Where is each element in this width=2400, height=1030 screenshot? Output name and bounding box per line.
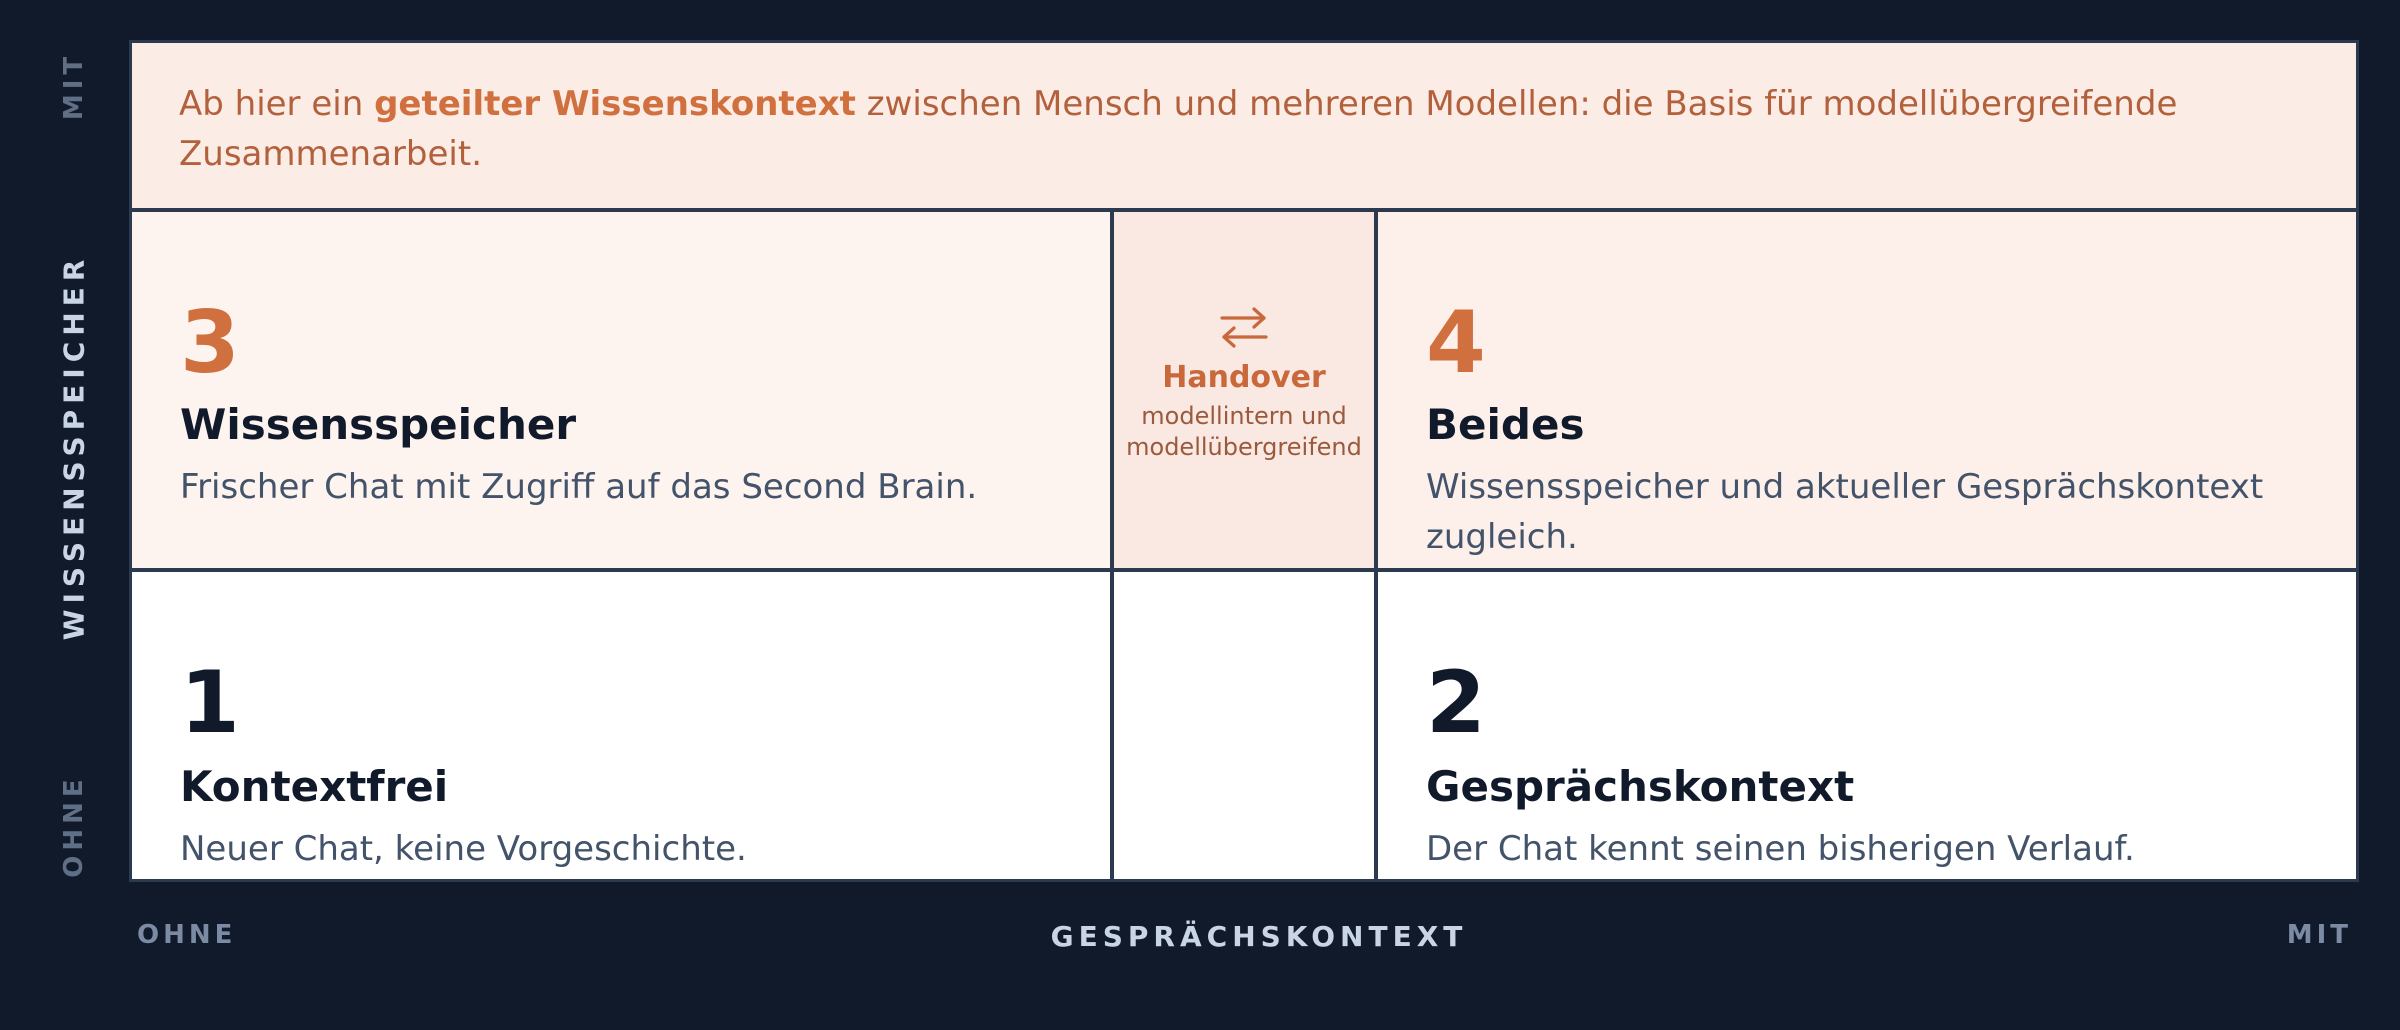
handover-subtitle-1: modellintern und bbox=[1141, 402, 1347, 430]
y-axis-bottom-label: OHNE bbox=[59, 774, 89, 878]
banner-highlight: geteilter Wissenskontext bbox=[374, 84, 856, 124]
quadrant-title: Gesprächskontext bbox=[1426, 762, 1855, 811]
quadrant-title: Wissensspeicher bbox=[180, 400, 577, 449]
y-axis-title: WISSENSSPEICHER bbox=[57, 253, 91, 641]
handover-subtitle-2: modellübergreifend bbox=[1126, 433, 1362, 461]
quadrant-3 bbox=[132, 212, 1110, 568]
quadrant-2 bbox=[1378, 572, 2356, 879]
swap-arrows-icon bbox=[1216, 304, 1272, 350]
quadrant-title: Beides bbox=[1426, 400, 1585, 449]
banner-suffix: zwischen Mensch und mehreren Modellen: die Basis für modellübergreifende Zusammenarbeit. bbox=[179, 84, 2178, 174]
handover-title: Handover bbox=[1162, 360, 1326, 395]
quadrant-title: Kontextfrei bbox=[180, 762, 449, 811]
x-axis-title: GESPRÄCHSKONTEXT bbox=[1050, 920, 1468, 953]
quadrant-grid bbox=[129, 40, 2359, 882]
quadrant-number: 1 bbox=[180, 653, 240, 753]
x-axis-right-label: MIT bbox=[2286, 920, 2352, 950]
quadrant-number: 3 bbox=[180, 293, 240, 393]
quadrant-4 bbox=[1378, 212, 2356, 568]
quadrant-description: Der Chat kennt seinen bisherigen Verlauf. bbox=[1426, 829, 2135, 869]
handover-column-empty bbox=[1114, 572, 1374, 879]
shared-context-banner bbox=[132, 43, 2356, 208]
y-axis-top-label: MIT bbox=[59, 51, 89, 121]
quadrant-description: Neuer Chat, keine Vorgeschichte. bbox=[180, 829, 747, 869]
quadrant-number: 4 bbox=[1426, 293, 1486, 393]
quadrant-description: Wissensspeicher und aktueller Gesprächskontext zugleich. bbox=[1426, 467, 2264, 557]
quadrant-description: Frischer Chat mit Zugriff auf das Second Brain. bbox=[180, 467, 978, 507]
x-axis-left-label: OHNE bbox=[137, 920, 237, 950]
banner-prefix: Ab hier ein bbox=[179, 84, 375, 124]
handover-column bbox=[1114, 212, 1374, 568]
quadrant-number: 2 bbox=[1426, 653, 1486, 753]
quadrant-1 bbox=[132, 572, 1110, 879]
